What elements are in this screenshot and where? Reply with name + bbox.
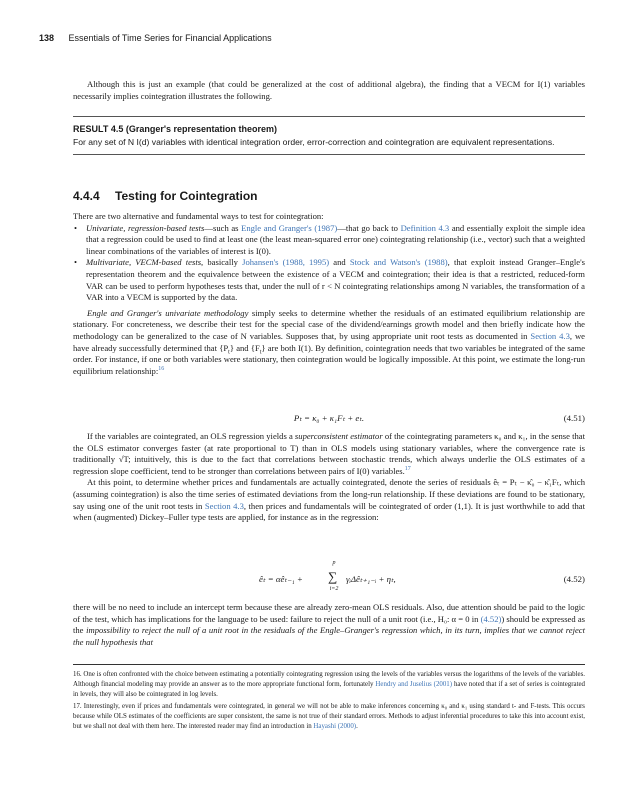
running-title: Essentials of Time Series for Financial Applications <box>68 33 272 43</box>
paragraph-intercept <box>73 602 585 648</box>
intro-paragraph: Although this is just an example (that could be generalized at the cost of additional algebra), the finding that a VECM for I(1) variables necessarily implies cointegration illustrates the following. <box>73 79 585 101</box>
paragraph-text: , we have already successfully determined that {P <box>73 330 585 353</box>
bullet-text: —such as <box>204 222 242 233</box>
bullet-term: Univariate, regression-based tests <box>86 222 205 233</box>
section-heading <box>73 189 257 203</box>
paragraph-text: , then prices and fundamentals will be cointegrated of order (1,1). It is just worthwhile to add that when (augmented) Dickey–Fuller type tests are applied, for instance as in the regression: <box>73 500 585 523</box>
lead-paragraph: There are two alternative and fundamental ways to test for cointegration: <box>73 211 324 221</box>
footnote-ref[interactable]: 17 <box>404 465 411 472</box>
section-body-3 <box>73 602 585 648</box>
paragraph-text: } and {F <box>229 342 260 353</box>
equation-link[interactable]: (4.52) <box>480 613 502 624</box>
running-header <box>39 33 585 43</box>
bullet-term: Multivariate, VECM-based tests <box>86 257 202 268</box>
footnote-divider <box>73 664 585 665</box>
citation-link[interactable]: Hendry and Juselius (2001) <box>375 681 453 689</box>
paragraph-text: simply seeks to determine whether the residuals of an estimated equilibrium relationship are stationary. For concreteness, we describe their test for the special case of the dividend/earnings growth model and then briefly indicate how the methodology can be generalized to the case of N variables. Supposes that, by using appropriate unit root tests as documented in <box>73 307 585 341</box>
paragraph-text: At this point, to determine whether prices and fundamentals are actually cointegrated, denote the series of residuals êₜ = Pₜ − κ̂₀ − κ̂₁Fₜ, which (assuming cointegration) is also the time series of estimated deviations from the long-run relationship. If these deviations are found to be stationary, say using one of the unit root tests in <box>73 477 585 511</box>
result-title: RESULT 4.5 (Granger's representation theorem) <box>73 124 278 134</box>
footnote-17 <box>73 702 585 733</box>
footnote-ref[interactable]: 16 <box>158 365 165 372</box>
footnotes <box>73 670 585 733</box>
equation-lhs: êₜ = αêₜ₋₁ + <box>259 574 303 584</box>
paragraph-engle-granger: Engle and Granger's univariate methodology simply seeks to determine whether the residuals of an estimated equilibrium relationship are stationary. For concreteness, we describe their test for the special case of the dividend/earnings growth model and then briefly indicate how the methodology can be generalized to the case of N variables. Supposes that, by using appropriate unit root tests as documented in Section 4.3, we have already successfully determined that $\{P_t\}$ and $\{F_t\}$ are both I(1). By definition, cointegration needs that two variables be integrated of the same order. For instance, if one or both variables were stationary, then cointegration would be logically impossible. At this point, we estimate the long-run equilibrium relationship:$^{16}$ <box>73 307 586 376</box>
section-link[interactable]: Section 4.3 <box>204 500 244 511</box>
equation-4-52 <box>73 560 585 595</box>
list-item <box>73 223 585 258</box>
list-item <box>73 257 585 303</box>
definition-link[interactable]: Definition 4.3 <box>400 222 450 233</box>
paragraph-text: ) should be expressed as the <box>73 613 585 636</box>
sum-lower-limit: i=2 <box>329 586 339 592</box>
summation-icon: ∑ <box>328 569 338 584</box>
paragraph-emphasis: impossibility to reject the null of a unit root in the residuals of the Engle–Granger's regression which, in its turn, implies that we cannot reject the null hypothesis that <box>73 625 585 647</box>
equation-rhs: γᵢΔêₜ₊₁₋ᵢ + ηₜ, <box>346 574 396 584</box>
bullet-text: and essentially exploit the simple idea that a regression could be used to find at least one (the least mean-squared error one) cointegrating relationship (i.e., vector) such that a weighted linear combinations of the variables of interest is I(0). <box>86 222 586 256</box>
section-number: 4.4.4 <box>73 189 100 203</box>
bullet-text: and <box>329 257 350 268</box>
equation-formula: Pₜ = κ₀ + κ₁Fₜ + eₜ. <box>293 413 365 423</box>
citation-link[interactable]: Hayashi (2000) <box>313 723 357 731</box>
page-number: 138 <box>39 33 55 43</box>
paragraph-term: superconsistent estimator <box>294 431 383 441</box>
paragraph-text: there will be no need to include an intercept term because these are already zero-mean OLS residuals. Also, due attention should be paid to the logic of the test, which has implications for the language to be used: failure to reject the null of a unit root (i.e., H₀: α = 0 in <box>73 602 585 624</box>
section-title: Testing for Cointegration <box>115 189 258 203</box>
sum-upper-limit: p <box>332 560 336 566</box>
section-body <box>73 211 585 377</box>
result-text: For any set of N I(d) variables with identical integration order, error-correction and cointegration are equivalent representations. <box>73 137 555 147</box>
section-link[interactable]: Section 4.3 <box>530 330 570 341</box>
section-body-2 <box>73 431 585 524</box>
paragraph-term: Engle and Granger's univariate methodology <box>87 307 249 318</box>
footnote-text: 17. Interestingly, even if prices and fundamentals were cointegrated, in general we will not be able to make inferences concerning κ₀ and κ₁ using standard t- and F-tests. This occurs because while OLS estimates of the coefficients are super consistent, the same is not true of their standard errors. Methods to adjust inferential procedures to take this into account exist, but we shall not deal with them here. The interested reader may find an introduction in <box>73 702 585 731</box>
bullet-icon: • <box>74 222 78 233</box>
footnote-16 <box>73 670 585 701</box>
citation-link[interactable]: Johansen's (1988, 1995) <box>242 257 330 268</box>
bullet-icon: • <box>74 257 78 268</box>
equation-number: (4.52) <box>563 574 585 584</box>
bullet-text: , that exploit instead Granger–Engle's representation theorem and the equivalence between the existence of a VECM and cointegration; their idea is that a restricted, reduced-form VAR can be used to perform hypotheses tests that, under the null of r < N cointegrating relationships among N variables, the transformation of a VAR into a VECM is supported by the data. <box>86 257 585 303</box>
result-box <box>73 116 585 155</box>
bullet-text: —that go back to <box>337 222 401 233</box>
footnote-text: 16. One is often confronted with the choice between estimating a potentially cointegrating regression using the levels of the variables versus the logarithms of the levels of the variables. Although financial modeling may provide an answer as to the more appropriate functional form, fortunately <box>73 671 585 689</box>
paragraph-text: of the cointegrating parameters κ₀ and κ₁, in the sense that the OLS estimator converges faster (at rate proportional to T) than in OLS models using stationary variables, where the convergence rate is traditionally √T; intuitively, this is due to the fact that correlations between stochastic trends, which always underlie the OLS estimates of a regression slope coefficient, tend to be stronger than correlations between pairs of I(0) variables. <box>73 431 586 476</box>
footnote-text: have noted that if a set of series is cointegrated in levels, they will also be cointegrated in log levels. <box>73 681 585 699</box>
equation-number: (4.51) <box>563 413 585 423</box>
paragraph-text: If the variables are cointegrated, an OLS regression yields a <box>87 431 295 441</box>
paragraph-superconsistent <box>73 431 585 477</box>
paragraph-text: } are both I(1). By definition, cointegration needs that two variables be integrated of the same order. For instance, if one or both variables were stationary, then cointegration would be logically impossible. At this point, we estimate the long-run equilibrium relationship: <box>73 342 586 376</box>
paragraph-residuals <box>73 477 585 523</box>
citation-link[interactable]: Stock and Watson's (1988) <box>349 257 448 268</box>
method-list <box>73 223 585 304</box>
citation-link[interactable]: Engle and Granger's (1987) <box>241 222 338 233</box>
footnote-text: . <box>356 723 358 731</box>
bullet-text: , basically <box>201 257 243 268</box>
